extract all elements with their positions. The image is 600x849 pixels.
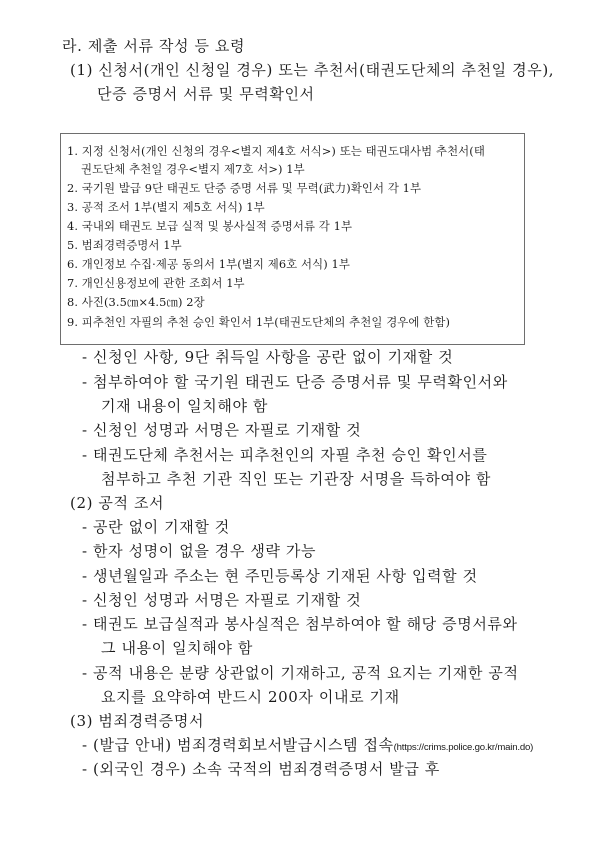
item2-bullet-cont: 그 내용이 일치해야 함 — [101, 639, 253, 657]
item2-bullet: - 신청인 성명과 서명은 자필로 기재할 것 — [82, 591, 362, 609]
item2-bullet: - 생년월일과 주소는 현 주민등록상 기재된 사항 입력할 것 — [82, 567, 478, 585]
item2-bullet: - 공란 없이 기재할 것 — [82, 518, 230, 536]
item2-heading: (2) 공적 조서 — [70, 494, 165, 512]
item1-heading-line1: (1) 신청서(개인 신청일 경우) 또는 추천서(태권도단체의 추천일 경우), — [70, 61, 555, 79]
item1-bullet-cont: 기재 내용이 일치해야 함 — [101, 397, 269, 415]
box-item-2: 2. 국기원 발급 9단 태권도 단증 증명 서류 및 무력(武力)확인서 각 1부 — [67, 181, 422, 195]
crims-url-link[interactable]: (https://crims.police.go.kr/main.do) — [393, 742, 534, 753]
box-item-7: 7. 개인신용정보에 관한 조회서 1부 — [67, 276, 245, 290]
item3-bullet: - (외국인 경우) 소속 국적의 범죄경력증명서 발급 후 — [82, 760, 440, 778]
item2-bullet-cont: 요지를 요약하여 반드시 200자 이내로 기재 — [101, 688, 400, 706]
section-title: 라. 제출 서류 작성 등 요령 — [62, 37, 246, 55]
item3-bullet-text: - (발급 안내) 범죄경력회보서발급시스템 접속 — [82, 736, 394, 754]
box-item-4: 4. 국내외 태권도 보급 실적 및 봉사실적 증명서류 각 1부 — [67, 219, 353, 233]
box-item-8: 8. 사진(3.5㎝×4.5㎝) 2장 — [67, 295, 205, 309]
item1-bullet: - 신청인 사항, 9단 취득일 사항을 공란 없이 기재할 것 — [82, 348, 454, 366]
box-item-1: 1. 지정 신청서(개인 신청의 경우<별지 제4호 서식>) 또는 태권도대사범 추천서(태 — [67, 144, 485, 158]
item1-heading-line2: 단증 증명서 서류 및 무력확인서 — [97, 85, 315, 103]
item3-bullet — [82, 735, 533, 758]
item3-heading: (3) 범죄경력증명서 — [70, 712, 205, 730]
item1-bullet: - 태권도단체 추천서는 피추천인의 자필 추천 승인 확인서를 — [82, 446, 488, 464]
box-item-3: 3. 공적 조서 1부(별지 제5호 서식) 1부 — [67, 200, 265, 214]
item2-bullet: - 공적 내용은 분량 상관없이 기재하고, 공적 요지는 기재한 공적 — [82, 664, 519, 682]
item2-bullet: - 한자 성명이 없을 경우 생략 가능 — [82, 542, 317, 560]
item2-bullet: - 태권도 보급실적과 봉사실적은 첨부하여야 할 해당 증명서류와 — [82, 615, 518, 633]
required-documents-box — [60, 133, 525, 345]
item1-bullet: - 첨부하여야 할 국기원 태권도 단증 증명서류 및 무력확인서와 — [82, 373, 508, 391]
box-item-9: 9. 피추천인 자필의 추천 승인 확인서 1부(태권도단체의 추천일 경우에 한함) — [67, 315, 450, 329]
box-item-5: 5. 범죄경력증명서 1부 — [67, 238, 182, 252]
item1-bullet-cont: 첨부하고 추천 기관 직인 또는 기관장 서명을 득하여야 함 — [101, 470, 492, 488]
box-item-1-cont: 권도단체 추천일 경우<별지 제7호 서>) 1부 — [81, 162, 305, 176]
box-item-6: 6. 개인정보 수집·제공 동의서 1부(별지 제6호 서식) 1부 — [67, 257, 350, 271]
item1-bullet: - 신청인 성명과 서명은 자필로 기재할 것 — [82, 421, 362, 439]
